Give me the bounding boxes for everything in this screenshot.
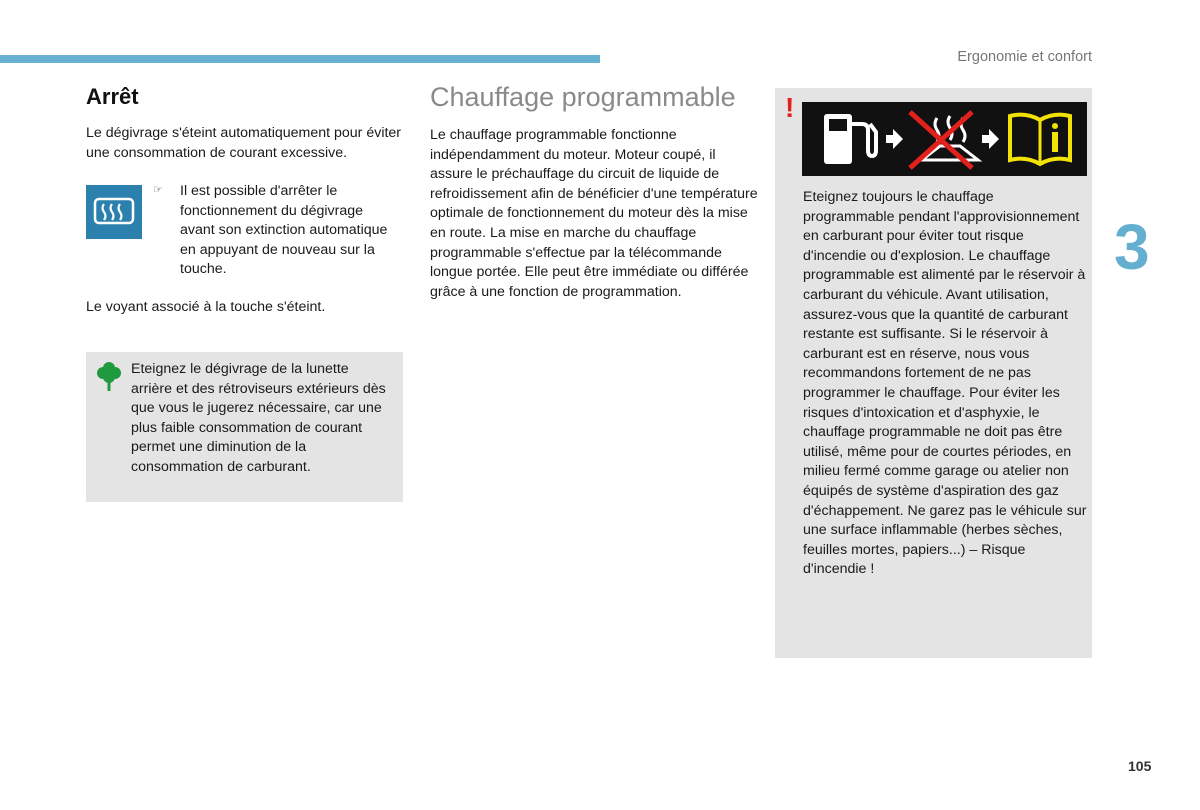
fuel-warning-pictogram: [802, 102, 1087, 176]
leaf-eco-icon: [95, 362, 123, 392]
chapter-number: 3: [1114, 211, 1150, 283]
indicator-paragraph: Le voyant associé à la touche s'éteint.: [86, 299, 326, 315]
pointing-hand-icon: ☞: [153, 184, 163, 196]
top-accent-bar: [0, 55, 600, 63]
rear-defrost-button: [86, 185, 142, 239]
arret-paragraph: Le dégivrage s'éteint automatiquement pour éviter une consommation de courant excessive.: [86, 125, 402, 161]
rear-defrost-icon: [86, 185, 142, 239]
defrost-bullet-text: Il est possible d'arrêter le fonctionnement du dégivrage avant son extinction automatique en appuyant de nouveau sur la touche.: [180, 183, 388, 278]
page-number: 105: [1128, 758, 1152, 774]
chauffage-heading: Chauffage programmable: [430, 82, 736, 112]
section-title: Ergonomie et confort: [957, 49, 1092, 65]
warning-text: Eteignez toujours le chauffage programmable pendant l'approvisionnement en carburant pour éviter tout risque d'incendie ou d'explosion. Le chauffage programmable est alimenté par le réservoir à carburant du véhicule. Avant utilisation, assurez-vous que la quantité de carburant restante est suffisante. Si le réservoir à carburant est en réserve, nous vous recommandons fortement de ne pas programmer le chauffage. Pour éviter les risques d'intoxication et d'asphyxie, le chauffage programmable ne doit pas être utilisé, même pour de courtes périodes, en milieu fermé comme garage ou atelier non équipés de système d'aspiration des gaz d'échappement. Ne garez pas le véhicule sur une surface inflammable (herbes sèches, feuilles mortes, papiers...) – Risque d'incendie !: [803, 189, 1087, 578]
chauffage-paragraph: Le chauffage programmable fonctionne indépendamment du moteur. Moteur coupé, il assure le préchauffage du circuit de liquide de refroidissement afin de bénéficier d'une température optimale de fonctionnement du moteur dès la mise en route. La mise en marche du chauffage programmable s'effectue par la télécommande longue portée. Elle peut être immédiate ou différée grâce à une fonction de programmation.: [430, 127, 758, 300]
warning-exclamation-icon: !: [785, 92, 795, 123]
arret-heading: Arrêt: [86, 84, 139, 109]
eco-tip-text: Eteignez le dégivrage de la lunette arrière et des rétroviseurs extérieurs dès que vous le jugerez nécessaire, car une plus faible consommation de courant permet une diminution de la consommation de carburant.: [131, 361, 386, 475]
